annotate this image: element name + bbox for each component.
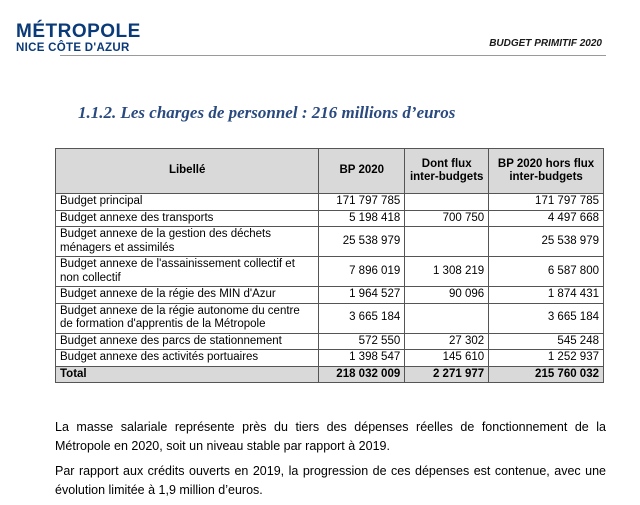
row-hors-flux: 25 538 979: [489, 227, 604, 257]
total-label: Total: [56, 366, 319, 383]
section-title: 1.1.2. Les charges de personnel : 216 millions d’euros: [78, 103, 456, 122]
paragraph-masse-salariale: La masse salariale représente près du tiers des dépenses réelles de fonctionnement de la Métropole en 2020, soit un niveau stable par rapport à 2019.: [55, 420, 606, 453]
row-hors-flux: 1 874 431: [489, 287, 604, 304]
table-row: [56, 257, 604, 287]
row-label: Budget annexe des transports: [56, 210, 319, 227]
header-libelle: Libellé: [56, 149, 319, 194]
row-bp2020: 572 550: [319, 333, 405, 350]
table-row: [56, 227, 604, 257]
row-label: Budget annexe de la gestion des déchets ménagers et assimilés: [56, 227, 319, 257]
row-bp2020: 1 964 527: [319, 287, 405, 304]
header-flux: Dont flux inter-budgets: [405, 149, 489, 194]
row-label: Budget annexe de l'assainissement collectif et non collectif: [56, 257, 319, 287]
row-flux: 27 302: [405, 333, 489, 350]
row-bp2020: 7 896 019: [319, 257, 405, 287]
row-label: Budget annexe des parcs de stationnement: [56, 333, 319, 350]
table-header-row: [56, 149, 604, 194]
budget-table: [55, 148, 604, 383]
row-bp2020: 3 665 184: [319, 303, 405, 333]
header-bp2020: BP 2020: [319, 149, 405, 194]
header-hors-flux: BP 2020 hors flux inter-budgets: [489, 149, 604, 194]
row-label: Budget annexe de la régie des MIN d'Azur: [56, 287, 319, 304]
row-flux: 145 610: [405, 350, 489, 367]
table-row: [56, 350, 604, 367]
row-label: Budget annexe de la régie autonome du centre de formation d'apprentis de la Métropole: [56, 303, 319, 333]
row-flux: 90 096: [405, 287, 489, 304]
metropole-logo: [16, 22, 141, 55]
total-bp2020: 218 032 009: [319, 366, 405, 383]
row-hors-flux: 6 587 800: [489, 257, 604, 287]
table-row: [56, 194, 604, 211]
row-hors-flux: 171 797 785: [489, 194, 604, 211]
row-hors-flux: 4 497 668: [489, 210, 604, 227]
row-bp2020: 171 797 785: [319, 194, 405, 211]
document-label: BUDGET PRIMITIF 2020: [489, 38, 602, 49]
row-hors-flux: 545 248: [489, 333, 604, 350]
header-divider: [60, 55, 606, 56]
row-bp2020: 1 398 547: [319, 350, 405, 367]
row-flux: 1 308 219: [405, 257, 489, 287]
total-hors-flux: 215 760 032: [489, 366, 604, 383]
row-bp2020: 25 538 979: [319, 227, 405, 257]
row-hors-flux: 1 252 937: [489, 350, 604, 367]
table-row: [56, 333, 604, 350]
table-row: [56, 287, 604, 304]
table-total-row: [56, 366, 604, 383]
table-row: [56, 210, 604, 227]
row-hors-flux: 3 665 184: [489, 303, 604, 333]
logo-line-2: NICE CÔTE D'AZUR: [16, 42, 130, 54]
row-flux: 700 750: [405, 210, 489, 227]
table-row: [56, 303, 604, 333]
row-flux: [405, 303, 489, 333]
paragraph-progression: Par rapport aux crédits ouverts en 2019, la progression de ces dépenses est contenue, avec une évolution limitée à 1,9 million d’euros.: [55, 464, 606, 497]
row-label: Budget annexe des activités portuaires: [56, 350, 319, 367]
total-flux: 2 271 977: [405, 366, 489, 383]
logo-line-1: MÉTROPOLE: [16, 21, 141, 42]
row-flux: [405, 227, 489, 257]
row-label: Budget principal: [56, 194, 319, 211]
row-flux: [405, 194, 489, 211]
row-bp2020: 5 198 418: [319, 210, 405, 227]
